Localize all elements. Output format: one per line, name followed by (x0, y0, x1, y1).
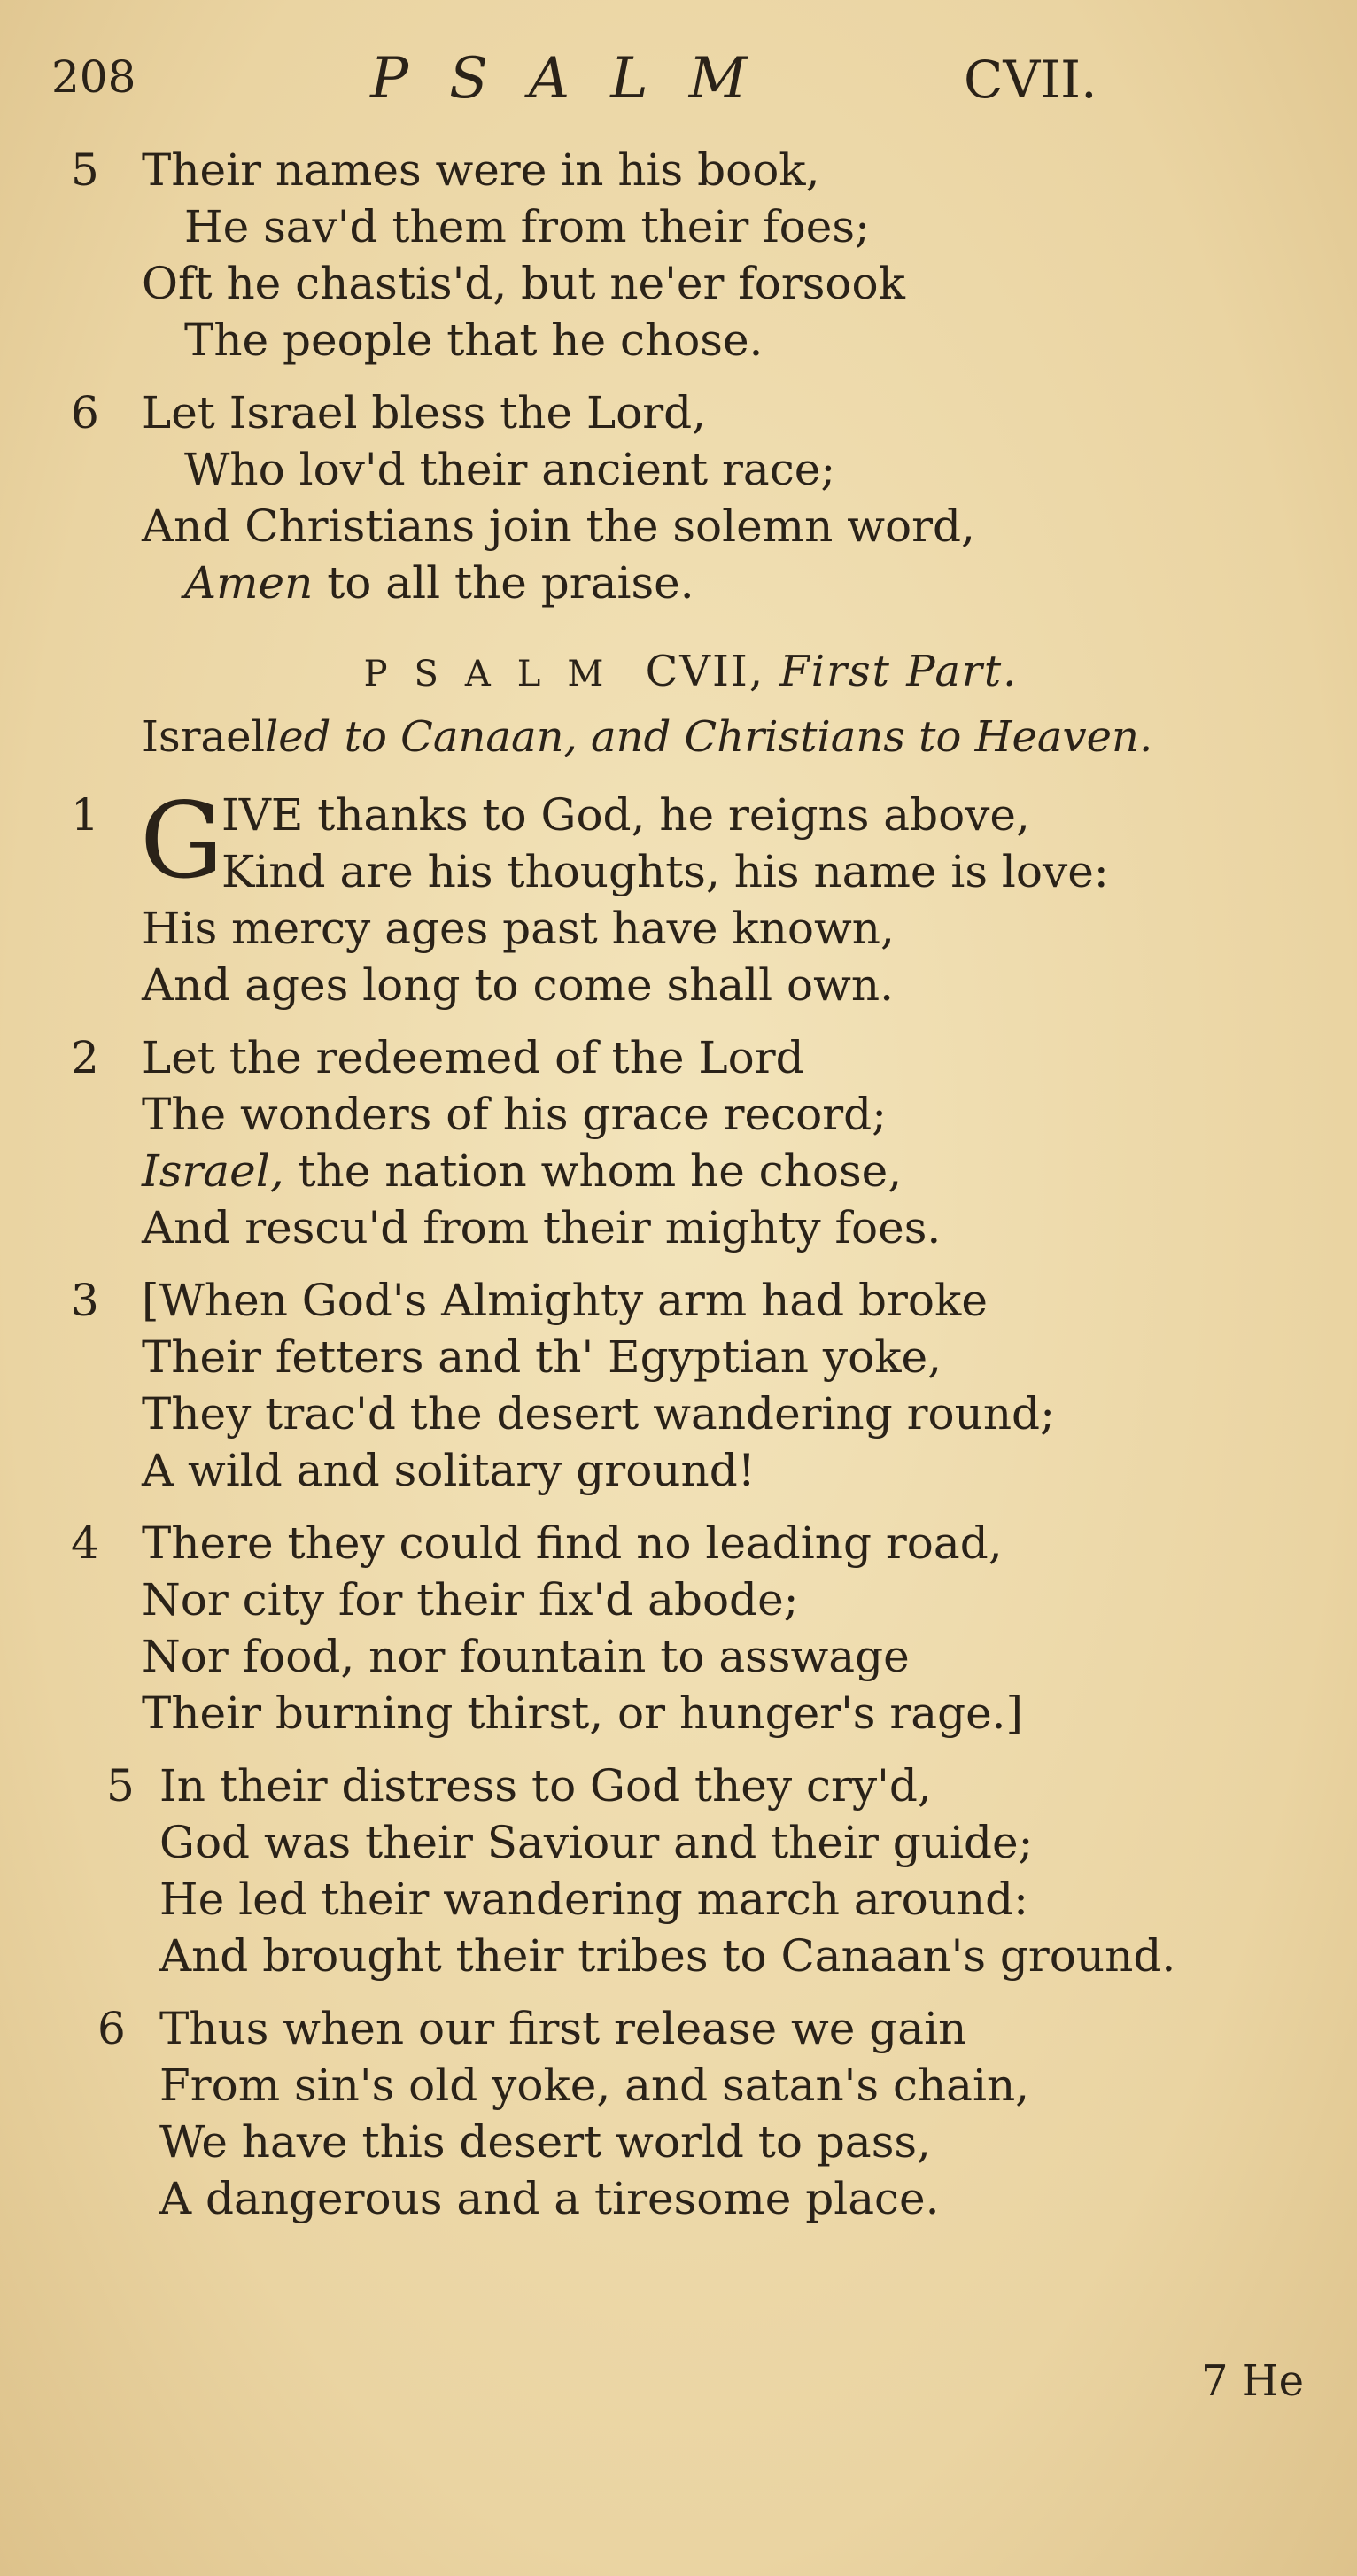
verse-line: He sav'd them from their foes; (184, 201, 870, 252)
verse-line: There they could find no leading road, (142, 1517, 1003, 1569)
running-numeral: CVII. (964, 50, 1097, 110)
verse-line: They trac'd the desert wandering round; (142, 1388, 1055, 1439)
stanza-number: 3 (71, 1275, 99, 1326)
italic-word: Israel, (142, 1145, 284, 1197)
verse-line (71, 1143, 1311, 1199)
verse-line: Let Israel bless the Lord, (142, 387, 707, 438)
subtitle-text: led to Canaan, and Christians to Heaven. (264, 712, 1153, 762)
stanza-number: 1 (71, 789, 99, 841)
stanza-number: 5 (71, 144, 99, 196)
section-part: First Part. (779, 647, 1019, 696)
stanza (71, 1757, 1311, 1984)
page-number: 208 (51, 51, 136, 103)
verse-line: From sin's old yoke, and satan's chain, (159, 2060, 1030, 2111)
italic-word: Amen (184, 557, 314, 609)
running-title: PSALM (370, 46, 788, 112)
verse-line: Thus when our first release we gain (159, 2003, 967, 2054)
verse-line: And brought their tribes to Canaan's ground. (159, 1930, 1176, 1982)
verse-line: Their burning thirst, or hunger's rage.] (142, 1688, 1024, 1739)
verse-line: A dangerous and a tiresome place. (159, 2173, 940, 2224)
stanza (71, 384, 1311, 611)
verse-line: A wild and solitary ground! (142, 1445, 756, 1496)
verse-line: The wonders of his grace record; (142, 1089, 887, 1140)
verse-line: And Christians join the solemn word, (142, 500, 975, 552)
stanza-number: 2 (71, 1032, 99, 1083)
verse-line: Nor food, nor fountain to asswage (142, 1631, 910, 1682)
stanza (71, 1515, 1311, 1742)
verse-line: In their distress to God they cry'd, (159, 1760, 932, 1812)
verse-line-rest: to all the praise. (327, 557, 694, 609)
stanza-number: 6 (97, 2003, 126, 2054)
verse-line (71, 555, 1311, 611)
verse-line: We have this desert world to pass, (159, 2116, 931, 2168)
catchword: 7 He (1200, 2356, 1304, 2406)
stanza-number: 4 (71, 1517, 99, 1569)
verse-line: He led their wandering march around: (159, 1874, 1028, 1925)
verse-line: His mercy ages past have known, (142, 903, 895, 954)
verse-line: Their names were in his book, (142, 144, 820, 196)
verse-line: And rescu'd from their mighty foes. (142, 1202, 942, 1253)
section-title (71, 647, 1311, 696)
page-header (51, 35, 1286, 115)
verse-line: Nor city for their fix'd abode; (142, 1574, 799, 1626)
stanza-number: 6 (71, 387, 99, 438)
stanza (71, 142, 1311, 369)
verse-line: And ages long to come shall own. (142, 959, 894, 1011)
stanza (71, 1029, 1311, 1256)
verse-line-rest: the nation whom he chose, (298, 1145, 903, 1197)
verse-line: Who lov'd their ancient race; (184, 444, 836, 495)
drop-cap: G (140, 780, 224, 902)
stanza-number: 5 (106, 1760, 135, 1812)
verse-line: Their fetters and th' Egyptian yoke, (142, 1331, 942, 1383)
section-subtitle (71, 712, 1311, 762)
page-body (71, 142, 1311, 2243)
verse-line: IVE thanks to God, he reigns above, (221, 789, 1030, 841)
stanza (71, 1272, 1311, 1499)
stanza (71, 2000, 1311, 2227)
verse-line: The people that he chose. (184, 314, 764, 366)
section-psalm-label: PSALM (363, 654, 631, 694)
verse-line: Let the redeemed of the Lord (142, 1032, 804, 1083)
section-numeral: CVII, (645, 647, 765, 696)
subtitle-lead: Israel (142, 712, 265, 762)
verse-line: [When God's Almighty arm had broke (142, 1275, 988, 1326)
stanza (71, 780, 1311, 1013)
verse-line: Oft he chastis'd, but ne'er forsook (142, 258, 905, 309)
verse-line: God was their Saviour and their guide; (159, 1817, 1034, 1868)
verse-line: Kind are his thoughts, his name is love: (221, 846, 1109, 897)
